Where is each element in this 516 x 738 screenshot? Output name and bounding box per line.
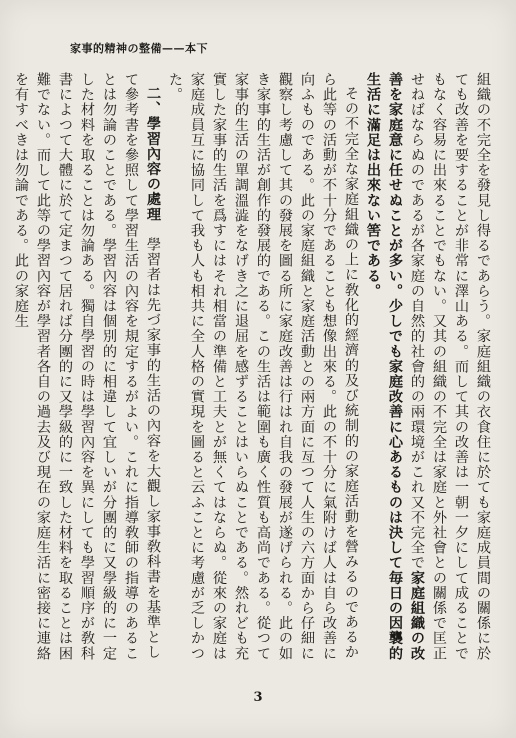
paragraph-2-text: その不完全な家庭組織の上に敎化的經濟的及び統制的の家庭活動を營みるのであるから此等の活動が不十分であることも想像出來る。此の不十分に氣附けば人は自ら改善に向ふものである。此の家庭組織と家庭活動との兩方面に亙つて人生の六方面から仔細に觀察し考慮して其の發展を圖る所に家庭改善は行はれ自我の發展が遂げられる。此の如き家事的生活が創作的發展的である。この生活は範圍も廣く性質も高尚である。從つて家事的生活の單調溫澁をなげき之に退屈を感ずることはいらぬことである。然れども充實した家事的生活を爲すにはそれ相當の準備と工夫とが無くてはならぬ。從來の家庭は家庭成員互に協同して我も人も相共に全人格の實現を圖ると云ふことに考慮が乏しかつた。: [167, 72, 359, 661]
body-text-vertical: [13, 72, 494, 672]
page-number: 3: [253, 690, 263, 705]
paragraph-1-text: 組織の不完全を發見し得るであらう。家庭組織の衣食住に於ても家庭成員間の關係に於ても改善を要することが非常に澤山ある。而して其の改善は一朝一夕にして成ることでもなく容易に出來ることでもない。又其の組織の不完全は家庭と外社會との關係で匡正せねばならぬのであるが各家庭の自然的社會的の兩環境がこれ又不完全で: [409, 72, 491, 661]
paragraph-1: [362, 72, 494, 672]
paragraph-1-emphasis: 家庭組織の改善を家庭意に任せぬことが多い。少しでも家庭改善に心あるものは決して毎日の因襲的生活に滿足は出來ない筈である。: [365, 72, 425, 661]
running-header: 家事的精神の整備——本下: [70, 42, 208, 55]
paragraph-3-text: 學習者は先づ家事的生活の內容を大觀し家事敎科書を基準として參考書を參照して學習生活の內容を規定するがよい。これに指導敎師の指導のあることは勿論のことである。學習內容は個別的に相違して宜しいが分團的に又學級的に一定した材料を取ることは勿論ある。獨自學習の時は學習內容を異にしても學習順序が敎科書によつて大體に於て定まつて居れば分團的に又學級的に一致した材料を取ることは困難でない。而して此等の學習內容が學習者各自の過去及び現在の家庭生活に密接に連絡を有すべきは勿論である。此の家庭生: [13, 72, 161, 661]
section-heading: 二、學習內容の處理: [145, 86, 161, 223]
paragraph-2: [164, 72, 362, 672]
paragraph-3: [10, 72, 164, 672]
